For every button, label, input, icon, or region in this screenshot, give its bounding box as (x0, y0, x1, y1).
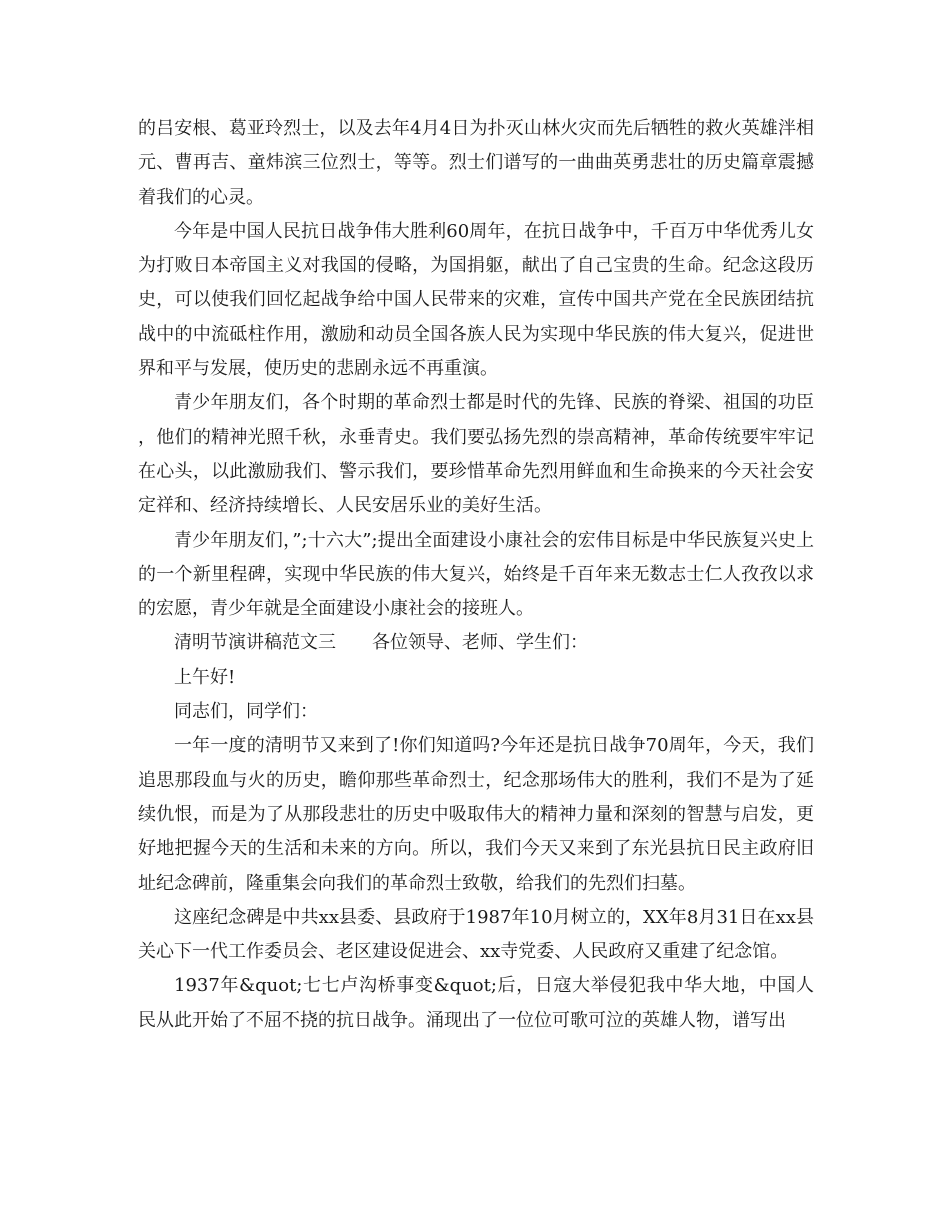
paragraph-8: 一年一度的清明节又来到了!你们知道吗?今年还是抗日战争70周年，今天，我们追思那段血与火的历史，瞻仰那些革命烈士，纪念那场伟大的胜利，我们不是为了延续仇恨，而是为了从那段悲壮的历史中吸取伟大的精神力量和深刻的智慧与启发，更好地把握今天的生活和未来的方向。所以，我们今天又来到了东光县抗日民主政府旧址纪念碑前，隆重集会向我们的革命烈士致敬，给我们的先烈们扫墓。 (138, 735, 814, 894)
section-title-line: 清明节演讲稿范文三 各位领导、老师、学生们： (174, 632, 588, 654)
salutation-line: 同志们，同学们： (174, 701, 318, 723)
paragraph-2: 今年是中国人民抗日战争伟大胜利60周年，在抗日战争中，千百万中华优秀儿女为打败日本帝国主义对我国的侵略，为国捐躯，献出了自己宝贵的生命。纪念这段历史，可以使我们回忆起战争给中国人民带来的灾难，宣传中国共产党在全民族团结抗战中的中流砥柱作用，激励和动员全国各族人民为实现中华民族的伟大复兴，促进世界和平与发展，使历史的悲剧永远不再重演。 (138, 220, 814, 380)
paragraph-1: 的吕安根、葛亚玲烈士，以及去年4月4日为扑灭山林火灾而先后牺牲的救火英雄泮相元、曹再吉、童炜滨三位烈士，等等。烈士们谱写的一曲曲英勇悲壮的历史篇章震撼着我们的心灵。 (138, 118, 814, 208)
paragraph-10: 1937年&quot;七七卢沟桥事变&quot;后，日寇大举侵犯我中华大地，中国人民从此开始了不屈不挠的抗日战争。涌现出了一位位可歌可泣的英雄人物，谱写出 (138, 975, 814, 1031)
document-body (138, 112, 814, 1038)
greeting-line: 上午好! (174, 666, 236, 688)
paragraph-3: 青少年朋友们，各个时期的革命烈士都是时代的先锋、民族的脊梁、祖国的功臣，他们的精神光照千秋，永垂青史。我们要弘扬先烈的崇高精神，革命传统要牢牢记在心头，以此激励我们、警示我们，要珍惜革命先烈用鲜血和生命换来的今天社会安定祥和、经济持续增长、人民安居乐业的美好生活。 (138, 392, 814, 517)
paragraph-9: 这座纪念碑是中共xx县委、县政府于1987年10月树立的，XX年8月31日在xx县关心下一代工作委员会、老区建设促进会、xx寺党委、人民政府又重建了纪念馆。 (138, 906, 814, 963)
paragraph-4: 青少年朋友们，”;十六大”;提出全面建设小康社会的宏伟目标是中华民族复兴史上的一个新里程碑，实现中华民族的伟大复兴，始终是千百年来无数志士仁人孜孜以求的宏愿，青少年就是全面建设小康社会的接班人。 (138, 529, 814, 620)
